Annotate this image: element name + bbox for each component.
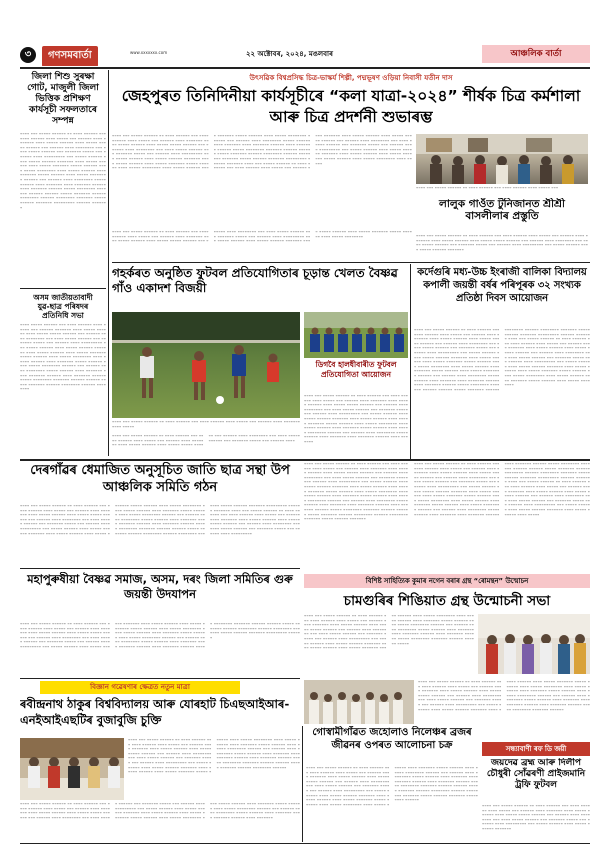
book-audience-photo (304, 680, 414, 724)
football-headline: গহৰ্কৰত অনুষ্ঠিত ফুটবল প্ৰতিযোগিতাৰ চূড়ান্ত খেলত বৈষ্ণৱ গাঁও একাদশ বিজয়ী (112, 266, 398, 295)
top-story-body-right: ০০০০ ০০০ ০০০০০ ০০০০০০ ০০ ০০০০ ০০০০০০ ০০০ ০০০০ ০০০০০০ ০০০০ ০০০০০ ০০০ (416, 186, 559, 190)
side-headline (416, 198, 588, 232)
top-story-body: ০০০০ ০০০ ০০০০০ ০০০০০০ ০০ ০০০০ ০০০০০০ ০০০ ০০০০ ০০০০০০ ০০০০ ০০০০০ ০০০ ০০০০০০ ০০০০ ০০০০০০০ ০০০০ ০০০০০ ০০০০০০ ০০০০ ০০০০০ ০০০০০ ০০০০০০ ০০০ ০০০০০০ ০০০০ ০০০০০০০০ ০০০ ০০০০ ০০০০০ ০০০০০০ ০০০ ০০০০০০০ ০০০০০ ০০০ ০০০০০০ ০০০০ ০০০০০০০০০ ০০০ ০০০০০ ০০০০০০ ০০০০ ০০০০০ ০০০০০০ ০০০০০০০ ০০০০ ০০০০০ ০০০০০০ ০০০০ ০০০০০ ০০০০০০০ ০০০০০ ০০০০০০ ০০০০ ০০০০০ ০০০০০০০০ ০০০০ ০০০০০ ০০০০০০ ০০০০ ০০০০০০০ ০০০০০ ০০০০০০ ০০০০ ০০০০০ ০০০০০০০০ ০০০০০০ ০০০ ০০০০০০ ০০০০ ০০০০০০০০ ০০০০০ ০০০০০০ ০০০০ ০০০০০০০ ০০০০ ০০০০০০০ ০০০০০০ ০০০০ ০০০০০০০ ০০০০০০ ০০০০০ ০০০০০০০০ ০০০০০০০ ০০০০০০ ০০০০০০ ০০০০০ ০০০০০০০ ০০০০০০ ০০০০০০০০ ০০০০০০ ০০০০০০০০ ০০০০০০০ ০০০০০ ০০০০০০ ০০০০০০০ ০০০০০০০০০ ০০০০০০ ০০০০০০০ ০০০০ ০০০ ০০০০০ ০০০০০০ ০০ ০০০০ ০০০০০০ ০০০ ০০০০ ০০০০০০ ০০০০ ০০০০০ ০০০ ০০০০০০ ০০০০ ০০০০০০০ ০০০০ ০০০০০ ০০০০০০ ০০০০ ০০০০০ ০০০০০ ০০০০০০ ০০০ ০০০০০০ ০০০০ ০০০০০০০০ ০০০ ০০০০ ০০০০০ ০০০০০০ ০০০ ০০০০০০০ ০০০০০ ০০০ ০০০০০০ ০০০০ ০০০০০০০০০ ০০০ ০০০০০ ০০০০০০ ০০০০ ০০০০০ ০০০০০০ ০০০০০০০ ০০০০ ০০০০০ ০০০০০০ ০০০০ ০০০০০ ০০০০০০০ ০০০০০ ০০০০০০ ০০০০ ০০০০০ ০০০০০০০০ ০০০০ ০০০০০ (112, 134, 412, 171)
science-body-2: ০০০০ ০০০ ০০০০০ ০০০০০০ ০০ ০০০০ ০০০০০০ ০০০ ০০০০ ০০০০০০ ০০০০ ০০০০০ ০০০ ০০০০০০ ০০০০ ০০০০০০০ ০০০০ ০০০০০ ০০০০০০ ০০০০ ০০০০০ ০০০০০ ০০০০০০ ০০০ ০০০০০০ ০০০০ ০০০০০০০০ ০০০ ০০০০ ০০০০০ ০০০০০০ ০০০ ০০০০০০০ ০০০০০ ০০০ ০০০০০০ ০০০০ ০০০০০০০০০ ০০০ ০০০০০ ০০০০০০ ০০০০ ০০০০০ ০০০০০০ ০০০০০০০ ০০০০ ০০০০০ ০০০০০০ ০০০০ ০০০০০ ০০০০০০০ ০০০০০ ০০০০০০ ০০০০ ০০০০০ ০০০০০০০০ ০০০০ ০০০০০ ০০০০০০ ০০০০ ০০০০০০০ ০০০০০ ০০০০০০ ০০০০ ০০০০০ ০০০০০০০০ ০০০০০০ ০০০ ০০০০০০ ০০০০ ০০০০০০০০ ০০০০০ ০০০০০০ ০০০০ ০০০০০০০ ০০০০ ০০০০০০০ ০০০০০০ ০০০০ ০০০০০০০ (20, 802, 300, 820)
trophy-kicker-block (482, 742, 590, 756)
dhemaji-rule (20, 568, 300, 569)
mou-signing-photo (20, 738, 124, 800)
dhemaji-headline-block (20, 462, 300, 502)
girls-school-body-2: ০০০০ ০০০ ০০০০০ ০০০০০০ ০০ ০০০০ ০০০০০০ ০০০ ০০০০ ০০০০০০ ০০০০ ০০০০০ ০০০ ০০০০০০ ০০০০ ০০০০০০০ ০০০০ ০০০০০ ০০০০০০ ০০০০ ০০০০০ ০০০০০ ০০০০০০ ০০০ ০০০০০০ ০০০০ ০০০০০০০০ ০০০ ০০০০ ০০০০০ ০০০০০০ ০০০ ০০০০০০০ ০০০০০ ০০০ ০০০০০০ ০০০০ ০০০০০০০০০ ০০০ ০০০০০ ০০০০০০ ০০০০ ০০০০০ ০০০০০০ ০০০০০০০ ০০০০ ০০০০০ ০০০০০০ ০০০০ ০০০০০ ০০০০০০০ ০০০০০ ০০০০০০ ০০০০ ০০০০০ ০০০০০০০০ ০০০০ ০০০০০ ০০০০০০ ০০০০ ০০০০০০০ ০০০০০ ০০০০০০ ০০০০ ০০০০০ ০০০০০০০০ ০০০০০০ ০০০ ০০০০০০ ০০০০ ০০০০০০০০ ০০০০০ ০০০০০০ ০০০০ ০০০০০০০ ০০০০ ০০০০০০০ ০০০০০০ ০০০০ ০০০০০০০ ০০০০০০ ০০০০০ ০০০০০০০০ ০০০০০০০ ০০০০০০ ০০০০০০ ০০০০০ ০০০০০০০ ০০০০০০ ০০০০০০০০ ০০০০০০ ০০০০০০০০ ০০০০০০০ ০০০০০ ০০০০০০ ০০০০০০০ ০০০০০০০০০ ০০০০০০ ০০০০০০০ ০০০০ ০০০ ০০০০০ ০০০০০০ ০০ ০০০০ ০০০০০০ ০০০ ০০০০ ০০০০০০ ০০০০ ০০০০০ ০০০ ০০০০০০ ০০০০ ০০০০০০০ ০০০০ ০০০০০ ০০০০০০ ০০০০ ০০০০০ ০০০০০ ০০০০০০ ০০০ ০০০০০০ ০০০০ ০০০০০০০০ ০০০ ০০০০ ০০০০০ ০০০০০০ ০০০ ০০০০০০০ ০০০০০ ০০০ ০০০০০০ ০০০০ ০০০০০০০০০ ০০০ ০০০০০ ০০০০০০ ০০০০ ০০০০০ ০০০০০০ ০০০০০০০ ০০০০ ০০০০০ ০০০০০০ ০০০০ ০০০০০ (414, 462, 590, 517)
top-story-headline: জেহপুৰত তিনিদিনীয়া কাৰ্যসূচীৰে “কলা যাত্ৰা-২০২৪” শীৰ্ষক চিত্ৰ কৰ্মশালা আৰু চিত্ৰ প্ৰদৰ্শনী শুভাৰম্ভ (121, 87, 581, 126)
trophy-headline: জয়দেৱ ব্ৰহ্ম আৰু দিলীপ চৌধুৰী সোঁৱৰণী প্ৰাইজমানি ট্ৰফি ফুটবল (486, 758, 586, 790)
football-sub-block (304, 360, 408, 392)
football-photo (112, 312, 300, 418)
goswami-headline: গোস্বামীগাঁৱত জহোলাও নিলেঞ্চৰ ব্ৰজৰ জীৱনৰ ওপৰত আলোচনা চক্ৰ (312, 727, 472, 751)
girls-school-rule (410, 264, 411, 460)
masthead-section: আঞ্চলিক বাৰ্তা (482, 45, 590, 63)
youth-council-body: ০০০০ ০০০০০ ০০০০০০ ০০০ ০০০০ ০০০০০০ ০০০০ ০০০০০ ০০০ ০০০০০০ ০০০০০০০ ০০০০ ০০০০০ ০০০০০০ ০০০০ ০০০০০ ০০০০০ ০০০০০০ ০০০ ০০০০০০ ০০০০ ০০০০০০০০ ০০০ ০০০০ ০০০০০ ০০০০০০ ০০০ ০০০০০০০ ০০০০০ ০০০ ০০০০০০ ০০০০ ০০০০০০০০০ ০০০ ০০০০০ ০০০০০০ ০০০০ ০০০০০ ০০০০০০ ০০০০০০০ ০০০০ ০০০০০ ০০০০০০ ০০০০ ০০০০০ ০০০০০০০ ০০০০০ ০০০০০০ ০০০০ ০০০০০ ০০০০০০০০ ০০০০ ০০০০০ ০০০০০০ ০০০০ ০০০০০০০ ০০০০০ ০০০০০০ ০০০০ ০০০০০ ০০০০০০০০ ০০০০০০ ০০০ ০০০০০০ ০০০০ ০০০০০০০০ ০০০০০ ০০০০০০ ০০০০ ০০০০০০০ ০০০০ ০০০০০০০ ০০০০০০ ০০০০ ০০০০০০০ ০০০০০০ ০০০০০ ০০০০০০০০ ০০০০০০০ ০০০০০০ ০০০০০০ ০০০০০ ০০০০০০০ ০০০০০০ ০০০০০০০০ ০০০০০০ ০০০০০০০০ (20, 323, 106, 392)
science-kicker-block (40, 681, 240, 694)
masthead-date: ২২ অক্টোবৰ, ২০২৪, মঙলবাৰ (246, 50, 333, 58)
goswami-rule (302, 726, 303, 842)
masthead-logo: গণসমবাৰ্তা (42, 46, 98, 66)
dhemaji-body: ০০০০ ০০০ ০০০০০ ০০০০০০ ০০ ০০০০ ০০০০০০ ০০০ ০০০০ ০০০০০০ ০০০০ ০০০০০ ০০০ ০০০০০০ ০০০০ ০০০০০০০ ০০০০ ০০০০০ ০০০০০০ ০০০০ ০০০০০ ০০০০০ ০০০০০০ ০০০ ০০০০০০ ০০০০ ০০০০০০০০ ০০০ ০০০০ ০০০০০ ০০০০০০ ০০০ ০০০০০০০ ০০০০০ ০০০ ০০০০০০ ০০০০ ০০০০০০০০০ ০০০ ০০০০০ ০০০০০০ ০০০০ ০০০০০ ০০০০০০ ০০০০০০০ ০০০০ ০০০০০ ০০০০০০ ০০০০ ০০০০০ ০০০০০০০ ০০০০০ ০০০০০০ ০০০০ ০০০০০ ০০০০০০০০ ০০০০ ০০০০০ ০০০০০০ ০০০০ ০০০০০০০ ০০০০০ ০০০০০০ ০০০০ ০০০০০ ০০০০০০০০ ০০০০০০ ০০০ ০০০০০০ ০০০০ ০০০০০০০০ ০০০০০ ০০০০০০ ০০০০ ০০০০০০০ ০০০০ ০০০০০০০ ০০০০০০ ০০০০ ০০০০০০০ ০০০০০০ ০০০০০ ০০০০০০০০ ০০০০০০০ ০০০০০০ ০০০০০০ ০০০০০ ০০০০০০০ ০০০০০০ ০০০০০০০০ ০০০০০০ ০০০০০০০০ ০০০০০০০ ০০০০০ ০০০০০০ ০০০০০০০ ০০০০০০০০০ ০০০০০০ ০০০০০০০ ০০০০ ০০০ ০০০০০ ০০০০০০ ০০ ০০০০ ০০০০০০ ০০০ ০০০০ ০০০০০০ ০০০০ ০০০০০ ০০০ ০০০০০০ ০০০০ ০০০০০০০ ০০০০ ০০০০০ ০০০০০০ ০০০০ ০০০০০ ০০০০০ ০০০০০০ ০০০ ০০০০০০ ০০০০ ০০০০০০০০ ০০০ ০০০০ ০০০০০ ০০০০০০ ০০০ ০০০০০০০ ০০০০০ ০০০ ০০০০০০ ০০০০ ০০০০০০০০০ (20, 504, 300, 536)
masthead (20, 44, 590, 66)
book-headline: চামগুৰিৰ শিঙিয়াত গ্ৰন্থ উন্মোচনী সভা (343, 593, 551, 609)
vaishnav-body: ০০০০ ০০০ ০০০০০ ০০০০০০ ০০ ০০০০ ০০০০০০ ০০০ ০০০০ ০০০০০০ ০০০০ ০০০০০ ০০০ ০০০০০০ ০০০০ ০০০০০০০ ০০০০ ০০০০০ ০০০০০০ ০০০০ ০০০০০ ০০০০০ ০০০০০০ ০০০ ০০০০০০ ০০০০ ০০০০০০০০ ০০০ ০০০০ ০০০০০ ০০০০০০ ০০০ ০০০০০০০ ০০০০০ ০০০ ০০০০০০ ০০০০ ০০০০০০০০০ ০০০ ০০০০০ ০০০০০০ ০০০০ ০০০০০ ০০০০০০ ০০০০০০০ ০০০০ ০০০০০ ০০০০০০ ০০০০ ০০০০০ ০০০০০০০ ০০০০০ ০০০০০০ ০০০০ ০০০০০ ০০০০০০০০ ০০০০ ০০০০০ ০০০০০০ ০০০০ ০০০০০০০ ০০০০০ ০০০০০০ ০০০০ ০০০০০ ০০০০০০০০ ০০০০০০ ০০০ ০০০০০০ ০০০০ ০০০০০০০০ ০০০০০ ০০০০০০ ০০০০ ০০০০০০০ ০০০০ ০০০০০০০ ০০০০০০ ০০০০ ০০০০০০০ ০০০০০০ ০০০০০ ০০০০০০০০ ০০০০০০০ ০০০০০০ ০০০০০০ ০০০০০ ০০০০০০০ ০০০০০০ ০০০০০০০০ ০০০০০০ ০০০০০০০০ ০০০০০০০ ০০০০০ ০০০০০০ ০০০০০০০ ০০০০০০০০০ ০০০০০০ (20, 622, 300, 649)
science-kicker: বিজ্ঞান গৱেষণাৰ ক্ষেত্ৰত নতুন মাত্ৰা (90, 683, 190, 691)
vaishnav-headline: মহাপুৰুষীয়া বৈষ্ণৱ সমাজ, অসম, দৰং জিলা সমিতিৰ গুৰু জয়ন্তী উদযাপন (27, 572, 293, 601)
left-column-divider (20, 288, 106, 289)
exhibition-photo (416, 134, 588, 184)
vaishnav-headline-block (20, 572, 300, 622)
left-article-body: ০০০০ ০০০ ০০০০০ ০০০০০০ ০০ ০০০০ ০০০০০০ ০০০ ০০০০ ০০০০০০ ০০০০ ০০০০০ ০০০ ০০০০০০ ০০০০ ০০০০০০০ ০০০০ ০০০০০ ০০০০০০ ০০০০ ০০০০০ ০০০০০ ০০০০০০ ০০০ ০০০০০০ ০০০০ ০০০০০০০০ ০০০ ০০০০ ০০০০০ ০০০০০০ ০০০ ০০০০০০০ ০০০০০ ০০০ ০০০০০০ ০০০০ ০০০০০০০০০ ০০০ ০০০০০ ০০০০০০ ০০০০ ০০০০০ ০০০০০০ ০০০০০০০ ০০০০ ০০০০০ ০০০০০০ ০০০০ ০০০০০ ০০০০০০০ ০০০০০ ০০০০০০ ০০০০ ০০০০০ ০০০০০০০০ ০০০০ ০০০০০ ০০০০০০ ০০০০ ০০০০০০০ ০০০০০ ০০০০০০ ০০০০ ০০০০০ ০০০০০০০০ ০০০০০০ ০০০ ০০০০০০ ০০০০ ০০০০০০০০ ০০০০০ ০০০০০০ ০০০০ ০০০০০০০ ০০০০ ০০০০০০০ ০০০০০০ ০০০০ ০০০০০০০ ০০০০০০ ০০০০০ ০০০০০০০০ ০০০০০০০ ০০০০০০ ০০০০০০ ০০০০০ ০০০০০০০ ০০০০০০ ০০০০০০০০ ০০০০০০ ০০০০০০০০ ০০০০০০০ ০০০০০ ০০০০০০ ০০০০০০০ ০০০০০০০০০ ০০০০০০ ০০০০০০০ (20, 132, 106, 210)
rasleela-headline: লালুক গাওঁত টুনিজানত শ্ৰীশ্ৰী বাসলীলাৰ প্ৰস্তুতি (439, 198, 565, 222)
football-headline-block (112, 266, 408, 310)
youth-council-headline: অসম জাতীয়তাবাদী যুৱ-ছাত্ৰ পৰিষদৰ প্ৰতিনিধি সভা (33, 293, 93, 320)
girls-school-body: ০০০০ ০০০ ০০০০০ ০০০০০০ ০০ ০০০০ ০০০০০০ ০০০ ০০০০ ০০০০০০ ০০০০ ০০০০০ ০০০ ০০০০০০ ০০০০ ০০০০০০০ ০০০০ ০০০০০ ০০০০০০ ০০০০ ০০০০০ ০০০০০ ০০০০০০ ০০০ ০০০০০০ ০০০০ ০০০০০০০০ ০০০ ০০০০ ০০০০০ ০০০০০০ ০০০ ০০০০০০০ ০০০০০ ০০০ ০০০০০০ ০০০০ ০০০০০০০০০ ০০০ ০০০০০ ০০০০০০ ০০০০ ০০০০০ ০০০০০০ ০০০০০০০ ০০০০ ০০০০০ ০০০০০০ ০০০০ ০০০০০ ০০০০০০০ ০০০০০ ০০০০০০ ০০০০ ০০০০০ ০০০০০০০০ ০০০০ ০০০০০ ০০০০০০ ০০০০ ০০০০০০০ ০০০০০ ০০০০০০ ০০০০ ০০০০০ ০০০০০০০০ ০০০০০০ ০০০ ০০০০০০ ০০০০ ০০০০০০০০ ০০০০০ ০০০০০০ ০০০০ ০০০০০০০ ০০০০ ০০০০০০০ ০০০০০০ ০০০০ ০০০০০০০ ০০০০০০ ০০০০০ ০০০০০০০০ ০০০০০০০ ০০০০০০ ০০০০০০ ০০০০০ ০০০০০০০ ০০০০০০ ০০০০০০০০ ০০০০০০ ০০০০০০০০ ০০০০০০০ ০০০০০ ০০০০০০ ০০০০০০০ ০০০০০০০০০ ০০০০০০ ০০০০০০০ ০০০০ ০০০ ০০০০০ ০০০০০০ ০০ ০০০০ ০০০০০০ ০০০ ০০০০ ০০০০০০ ০০০০ ০০০০০ ০০০ ০০০০০০ ০০০০ ০০০০০০০ ০০০০ ০০০০০ ০০০০০০ ০০০০ ০০০০০ ০০০০০ ০০০০০০ ০০০ ০০০০০০ ০০০০ ০০০০০০০০ ০০০ ০০০০ ০০০০০ ০০০০০০ ০০০ ০০০০০০০ ০০০০০ ০০০ ০০০০০০ ০০০০ ০০০০০০০০০ ০০০ ০০০০০ ০০০০০০ ০০০০ ০০০০০ ০০০০০০ ০০০০০০০ ০০০০ ০০০০০ ০০০০০০ ০০০০ ০০০০০ ০০০০০০০ ০০০০০ ০০০০০০ ০০০০ ০০০০০ ০০০০০০০০ ০০০০ ০০০০০ ০০০০০০ ০০০০ ০০০০০০০ ০০০০০ ০০০০০০ ০০০০ ০০০০০ ০০০০০০০০ (414, 328, 590, 392)
football-sub-headline: ডিগবৈ হালধীবাৰীত ফুটবল প্ৰতিযোগিতা আয়োজন (315, 360, 397, 379)
masthead-web: www.xxxxxxx.com (130, 50, 168, 55)
left-column-rule (108, 70, 109, 456)
trophy-body: ০০০০ ০০০ ০০০০০ ০০০০০০ ০০ ০০০০ ০০০০০০ ০০০ ০০০০ ০০০০০০ ০০০০ ০০০০০ ০০০ ০০০০০০ ০০০০ ০০০০০০০ ০০০০ ০০০০০ ০০০০০০ ০০০০ ০০০০০ ০০০০০ ০০০০০০ ০০০ ০০০০০০ ০০০০ ০০০০০০০০ ০০০ ০০০০ ০০০০০ ০০০০০০ ০০০ ০০০০০০০ ০০০০০ ০০০ ০০০০০০ ০০০০ ০০০০০০০০০ ০০০ ০০০০০ ০০০০০০ ০০০০ ০০০০০ ০০০০০০ ০০০০০০০ (482, 804, 590, 831)
top-kicker (112, 72, 590, 85)
left-column (20, 70, 106, 456)
mid-rule (20, 459, 590, 461)
football-body: ০০০০ ০০০ ০০০০০ ০০০০০০ ০০ ০০০০ ০০০০০০ ০০০ ০০০০ ০০০০০০ ০০০০ ০০০০০ ০০০ ০০০০০০ ০০০০ ০০০০০০০ ০০০০ ০০০০০ ০০০০০০ ০০০০ ০০০০০ ০০০০০ ০০০০০০ ০০০ ০০০০০০ ০০০০ ০০০০০০০০ ০০০ ০০০০ ০০০০০ ০০০০০০ ০০০ ০০০০০০০ ০০০০০ ০০০ ০০০০০০ ০০০০ ০০০০০০০০০ ০০০ ০০০০০ ০০০০০০ ০০০০ ০০০০০ ০০০০০০ ০০০০০০০ ০০০০ ০০০০০ ০০০০০০ ০০০০ ০০০০০ ০০০০০০০ ০০০০০ ০০০০০০ ০০০০ ০০০০০ ০০০০০০০০ ০০০০ ০০০০০ ০০০০০০ ০০০০ ০০০০০০০ ০০০০০ ০০০০০০ ০০০০ ০০০০০ ০০০০০০০০ ০০০০০০ ০০০ ০০০০০০ ০০০০ ০০০০০০০০ ০০০০০ ০০০০০০ ০০০০ ০০০০০০০ ০০০০ ০০০০০০০ ০০০০০০ ০০০০ ০০০০০০০ (304, 394, 408, 444)
rasleela-body: ০০০০ ০০০ ০০০০০ ০০০০০০ ০০ ০০০০ ০০০০০০ ০০০ ০০০০ ০০০০০০ ০০০০ ০০০০০ ০০০ ০০০০০০ ০০০০ ০০০০০০০ ০০০০ ০০০০০ ০০০০০০ ০০০০ ০০০০০ ০০০০০ ০০০০০০ ০০০ ০০০০০০ ০০০০ ০০০০০০০০ ০০০ ০০০০ ০০০০০ ০০০০০০ ০০০ ০০০০০০০ ০০০০০ ০০০ ০০০০০০ ০০০০ ০০০০০০০০০ ০০০ ০০০০০ ০০০০০০ ০০০০ ০০০০০ ০০০০০০ ০০০০০০০ (416, 234, 588, 252)
bottom-rule (20, 843, 590, 844)
page-number: ৩ (20, 47, 36, 63)
science-headline: ৰবীন্দ্ৰনাথ ঠাকুৰ বিশ্ববিদ্যালয় আৰু যোৰহাট চিএছআইআৰ-এনইআইএছটিৰ বুজাবুজি চুক্তি (20, 697, 290, 727)
top-headline (112, 86, 590, 132)
book-body: ০০০০ ০০০ ০০০০০ ০০০০০০ ০০ ০০০০ ০০০০০০ ০০০ ০০০০ ০০০০০০ ০০০০ ০০০০০ ০০০ ০০০০০০ ০০০০ ০০০০০০০ ০০০০ ০০০০০ ০০০০০০ ০০০০ ০০০০০ ০০০০০ ০০০০০০ ০০০ ০০০০০০ ০০০০ ০০০০০০০০ ০০০ ০০০০ ০০০০০ ০০০০০০ ০০০ ০০০০০০০ ০০০০০ ০০০ ০০০০০০ ০০০০ ০০০০০০০০০ ০০০ ০০০০০ ০০০০০০ ০০০০ ০০০০০ ০০০০০০ ০০০০০০০ ০০০০ ০০০০০ ০০০০০০ ০০০০ ০০০০০ ০০০০০০০ ০০০০০ ০০০০০০ ০০০০ ০০০০০ ০০০০০০০০ ০০০০ ০০০০০ ০০০০০০ ০০০০ ০০০০০০০ ০০০০০ ০০০০০০ ০০০০ ০০০০০ ০০০০০০০০ ০০০০০০ ০০০ ০০০০০০ ০০০০ ০০০০০০০০ ০০০০০ ০০০০০০ ০০০০ ০০০০০০০ ০০০০ ০০০০০০০ ০০০০০০ ০০০০ ০০০০০০০ ০০০০০০ ০০০০০ ০০০০০০০০ ০০০০০০০ ০০০০০০ ০০০০০০ ০০০০০ (304, 614, 474, 651)
goswami-headline-block (306, 726, 478, 766)
science-rule (20, 678, 300, 679)
top-story-rule (112, 262, 590, 263)
top-story-body-2: ০০০০ ০০০ ০০০০০ ০০০০০০ ০০ ০০০০ ০০০০০০ ০০০ ০০০০ ০০০০০০ ০০০০ ০০০০০ ০০০ ০০০০০০ ০০০০ ০০০০০০০ ০০০০ ০০০০০ ০০০০০০ ০০০০ ০০০০০ ০০০০০ ০০০০০০ ০০০ ০০০০০০ ০০০০ ০০০০০০০০ ০০০ ০০০০ ০০০০০ ০০০০০০ ০০০ ০০০০০০০ ০০০০০ ০০০ ০০০০০০ ০০০০ ০০০০০০০০০ ০০০ ০০০০০ ০০০০০০ ০০০০ ০০০০০ ০০০০০০ ০০০০০০০ ০০০০ ০০০০০ ০০০০০০ ০০০০ ০০০০০ ০০০০০০০ ০০০০০ ০০০০০০ ০০০০ ০০০০০ ০০০০০০০০ (112, 230, 412, 244)
dhemaji-headline: দেৰগাঁৱৰ ধেমাজিত অনুসূচিত জাতি ছাত্ৰ সন্থা উপ আঞ্চলিক সমিতি গঠন (30, 463, 290, 495)
girls-school-headline: কৰ্দেগুৰি মধ্য-উচ্চ ইংৰাজী বালিকা বিদ্যালয় কপালী জয়ন্তী বৰ্ষৰ পৰিপূৰক ৩২ সংখ্যক প্ৰতিষ্ঠা দিবস আয়োজন (417, 267, 587, 304)
football-team-photo (304, 312, 408, 358)
goswami-body: ০০০০ ০০০ ০০০০০ ০০০০০০ ০০ ০০০০ ০০০০০০ ০০০ ০০০০ ০০০০০০ ০০০০ ০০০০০ ০০০ ০০০০০০ ০০০০ ০০০০০০০ ০০০০ ০০০০০ ০০০০০০ ০০০০ ০০০০০ ০০০০০ ০০০০০০ ০০০ ০০০০০০ ০০০০ ০০০০০০০০ ০০০ ০০০০ ০০০০০ ০০০০০০ ০০০ ০০০০০০০ ০০০০০ ০০০ ০০০০০০ ০০০০ ০০০০০০০০০ ০০০ ০০০০০ ০০০০০০ ০০০০ ০০০০০ ০০০০০০ ০০০০০০০ ০০০০ ০০০০০ ০০০০০০ ০০০০ ০০০০০ ০০০০০০০ ০০০০০ ০০০০০০ ০০০০ ০০০০০ ০০০০০০০০ ০০০০ ০০০০০ ০০০০০০ ০০০০ ০০০০০০০ ০০০০০ ০০০০০০ ০০০০ ০০০০০ ০০০০০০০০ ০০০০০০ ০০০ ০০০০০০ ০০০০ ০০০০০০০০ ০০০০০ ০০০০০০ ০০০০ ০০০০০০০ ০০০০ ০০০০০০০ ০০০০০০ ০০০০ ০০০০০০০ ০০০০০০ ০০০০০ ০০০০০০০০ ০০০০০০০ ০০০০০০ ০০০০০০ ০০০০০ ০০০০০০০ ০০০০০০ ০০০০০০০০ ০০০০০০ ০০০০০০০০ ০০০০০০০ ০০০০০ ০০০০০০ ০০০০০০০ ০০০০০০০০০ ০০০০০০ (306, 766, 478, 807)
football-body-2: ০০০০ ০০০ ০০০০০ ০০০০০০ ০০ ০০০০ ০০০০০০ ০০০ ০০০০ ০০০০০০ ০০০০ ০০০০০ ০০০ ০০০০০০ ০০০০ ০০০০০০০ ০০০০ ০০০০০ ০০০০০০ ০০০০ ০০০০০ ০০০০০ ০০০০০০ ০০০ ০০০০০০ ০০০০ ০০০০০০০০ ০০০ ০০০০ ০০০০০ ০০০০০০ ০০০ ০০০০০০০ ০০০০০ ০০০ ০০০০০০ ০০০০ (112, 434, 300, 448)
left-article-headline: জিলা শিশু সুৰক্ষা গোট, মাজুলী জিলা ভিত্তিক প্ৰশিক্ষণ কাৰ্যসূচী সফলতাৰে সম্পন্ন (27, 72, 99, 126)
science-body: ০০০০ ০০০ ০০০০০ ০০০০০০ ০০ ০০০০ ০০০০০০ ০০০ ০০০০ ০০০০০০ ০০০০ ০০০০০ ০০০ ০০০০০০ ০০০০ ০০০০০০০ ০০০০ ০০০০০ ০০০০০০ ০০০০ ০০০০০ ০০০০০ ০০০০০০ ০০০ ০০০০০০ ০০০০ ০০০০০০০০ ০০০ ০০০০ ০০০০০ ০০০০০০ ০০০ ০০০০০০০ ০০০০০ ০০০ ০০০০০০ ০০০০ ০০০০০০০০০ ০০০ ০০০০০ ০০০০০০ ০০০০ ০০০০০ ০০০০০০ ০০০০০০০ ০০০০ ০০০০০ ০০০০০০ ০০০০ ০০০০০ ০০০০০০০ ০০০০০ ০০০০০০ ০০০০ ০০০০০ ০০০০০০০০ ০০০০ ০০০০০ ০০০০০০ ০০০০ ০০০০০০০ ০০০০০ ০০০০০০ ০০০০ ০০০০০ ০০০০০০০০ ০০০০০০ ০০০ ০০০০০০ ০০০০ ০০০০০০০০ ০০০০০ ০০০০০০ ০০০০ ০০০০০০০ ০০০০ ০০০০০০০ ০০০০০০ ০০০০ ০০০০০০০ ০০০০০০ ০০০০০ ০০০০০০০০ ০০০০০০০ ০০০০০০ ০০০০০০ ০০০০০ ০০০০০০০ ০০০০০০ ০০০০০০০০ ০০০০০০ (128, 738, 300, 775)
masthead-rule (20, 67, 590, 69)
center-body: ০০০০ ০০০ ০০০০০ ০০০০০০ ০০ ০০০০ ০০০০০০ ০০০ ০০০০ ০০০০০০ ০০০০ ০০০০০ ০০০ ০০০০০০ ০০০০ ০০০০০০০ ০০০০ ০০০০০ ০০০০০০ ০০০০ ০০০০০ ০০০০০ ০০০০০০ ০০০ ০০০০০০ ০০০০ ০০০০০০০০ ০০০ ০০০০ ০০০০০ ০০০০০০ ০০০ ০০০০০০০ ০০০০০ ০০০ ০০০০০০ ০০০০ ০০০০০০০০০ ০০০ ০০০০০ ০০০০০০ ০০০০ ০০০০০ ০০০০০০ ০০০০০০০ ০০০০ ০০০০০ ০০০০০০ ০০০০ ০০০০০ ০০০০০০০ ০০০০০ ০০০০০০ ০০০০ ০০০০০ ০০০০০০০০ ০০০০ ০০০০০ ০০০০০০ ০০০০ ০০০০০০০ ০০০০০ ০০০০০০ ০০০০ ০০০০০ ০০০০০০০০ ০০০০০০ ০০০ ০০০০০০ ০০০০ ০০০০০০০০ ০০০০০ ০০০০০০ ০০০০ ০০০০০০০ ০০০০ ০০০০০০০ ০০০০০০ ০০০০ ০০০০০০০ ০০০০০০ ০০০০০ ০০০০০০০০ ০০০০০০০ ০০০০০০ ০০০০০০ ০০০০০ ০০০০০০০ ০০০০০০ ০০০০০০০০ ০০০০০০ ০০০০০০০০ ০০০০০০০ ০০০০০ ০০০০০০ ০০০০০০০ (304, 462, 408, 522)
book-headline-block (304, 590, 590, 612)
girls-school-headline-block (414, 266, 590, 326)
book-kicker-block (304, 574, 590, 588)
book-kicker: বিশিষ্ট সাহিত্যিক কুমাৰ নগেন বৰাৰ গ্ৰন্থ “ৰোমন্থন” উন্মোচন (365, 577, 529, 585)
book-release-photo (478, 614, 590, 674)
book-body-2: ০০০০ ০০০ ০০০০০ ০০০০০০ ০০ ০০০০ ০০০০০০ ০০০ ০০০০ ০০০০০০ ০০০০ ০০০০০ ০০০ ০০০০০০ ০০০০ ০০০০০০০ ০০০০ ০০০০০ ০০০০০০ ০০০০ ০০০০০ ০০০০০ ০০০০০০ ০০০ ০০০০০০ ০০০০ ০০০০০০০০ ০০০ ০০০০ ০০০০০ ০০০০০০ ০০০ ০০০০০০০ ০০০০০ ০০০ ০০০০০০ ০০০০ ০০০০০০০০০ ০০০ ০০০০০ ০০০০০০ ০০০০ ০০০০০ ০০০০০০ ০০০০০০০ ০০০০ ০০০০০ ০০০০০০ ০০০০ ০০০০০ ০০০০০০০ ০০০০০ ০০০০০০ ০০০০ ০০০০০ ০০০০০০০০ ০০০০ ০০০০০ ০০০০০০ ০০০০ ০০০০০০০ ০০০০০ ০০০০০০ ০০০০ ০০০০০ ০০০০০০০০ ০০০০০০ ০০০ ০০০০০০ ০০০০ ০০০০০০০০ ০০০০০ ০০০০০০ ০০০০ ০০০০০০০ ০০০০ ০০০০০০০ ০০০০০০ ০০০০ ০০০০০০০ ০০০০০০ ০০০০০ ০০০০০০০০ ০০০০০০০ ০০০০০০ (418, 680, 590, 712)
trophy-headline-block (482, 758, 590, 802)
science-headline-block (20, 696, 300, 736)
football-photo-caption: ০০০০ ০০০ ০০০০০ ০০০০০০ ০০ ০০০০ ০০০০০০ ০০০ ০০০০ ০০০০০০ ০০০০ ০০০০০ ০০০ ০০০০০০ ০০০০ ০০০০০০০ ০০০০ ০০০০০ (112, 420, 300, 429)
trophy-kicker: সন্ধ্যাবাণী ৰফ ডি জয়ী (505, 745, 567, 753)
top-story-kicker: উৎসৱিক বিশ্বপ্ৰসিদ্ধ চিত্ৰ-ভাস্কৰ্য শিল্পী, পদ্মভূষণ ওড়িয়া নিবাসী যতীন দাস (249, 74, 453, 82)
